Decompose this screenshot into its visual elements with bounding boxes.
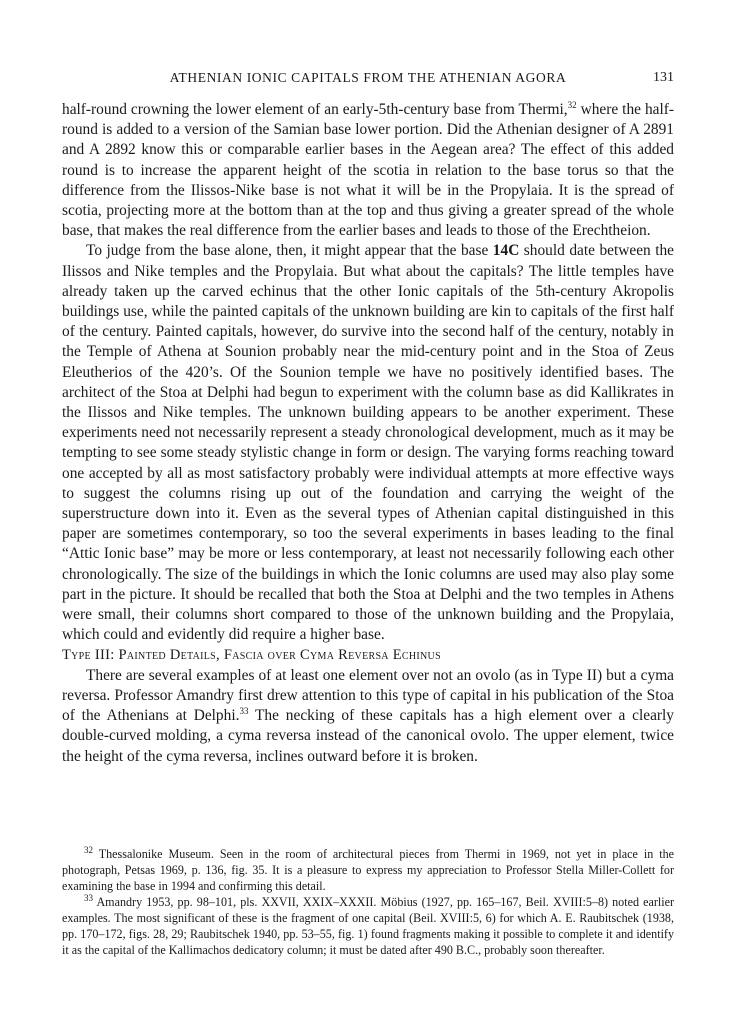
page-number: 131 [653,70,674,85]
footnote-32 [62,846,674,894]
paragraph-3-text-a: There are several examples of at least one element over not an ovolo (as in Type II) but a cyma reversa. Professor Amandry first drew attention to this type of capital in his publication of the Stoa of the Athenians at Delphi. [62,666,674,725]
section-title: Painted Details, Fascia over Cyma Reversa Echinus [118,647,441,664]
footnote-number: 32 [84,844,93,855]
paragraph-1 [62,100,674,241]
footnote-number: 33 [84,892,93,903]
section-type-label: Type III: [62,647,115,664]
running-head: ATHENIAN IONIC CAPITALS FROM THE ATHENIAN AGORA [169,70,567,85]
section-heading [62,645,674,665]
footnote-ref-33[interactable]: 33 [239,705,249,716]
footnote-ref-32[interactable]: 32 [567,99,577,110]
paragraph-2-text-b: should date between the Ilissos and Nike temples and the Propylaia. But what about the capitals? The little temples have already taken up the carved echinus that the other Ionic capitals of the 5th-century Akropolis buildings use, while the painted capitals of the unknown building are kin to capitals of the first half of the century. Painted capitals, however, do survive into the second half of the century, notably in the Temple of Athena at Sounion probably near the mid-century point and in the Stoa of Zeus Eleutherios of the 420’s. Of the Sounion temple we have no positively identified bases. The architect of the Stoa at Delphi had begun to experiment with the column base as did Kallikrates in the Ilissos and Nike temples. The unknown building appears to be another experiment. These experiments need not necessarily represent a steady chronological development, much as it may be tempting to see some steady stylistic change in form or design. The varying forms reaching toward one accepted by all as most satisfactory probably were individual attempts at more effective ways to suggest the columns rising up out of the foundation and carrying the weight of the superstructure down into it. Even as the several types of Athenian capital distinguished in this paper are sometimes contemporary, so too the several experiments in bases leading to the final “Attic Ionic base” may be more or less contemporary, at least not necessarily following each other chronologically. The size of the buildings in which the Ionic columns are used may also play some part in the picture. It should be recalled that both the Stoa at Delphi and the two temples in Athens were small, their columns short compared to those of the unknown building and the Propylaia, which could and evidently did require a higher base. [62,242,675,644]
footnote-text: Thessalonike Museum. Seen in the room of architectural pieces from Thermi in 1969, not yet in place in the photograph, Petsas 1969, p. 136, fig. 35. It is a pleasure to express my appreciation to Professor Stella Miller-Collett for examining the base in 1994 and confirming this detail. [62,847,674,893]
footnote-text: Amandry 1953, pp. 98–101, pls. XXVII, XXIX–XXXII. Möbius (1927, pp. 165–167, Beil. XVIII:5–8) noted earlier examples. The most significant of these is the fragment of one capital (Beil. XVIII:5, 6) for which A. E. Raubitschek (1938, pp. 170–172, figs. 28, 29; Raubitschek 1940, pp. 53–55, fig. 1) found fragments making it possible to complete it and identify it as the capital of the Kallimachos dedicatory column; it must be dated after 490 B.C., probably soon thereafter. [62,895,674,957]
paragraph-3-text-b: The necking of these capitals has a high element over a clearly double-curved molding, a cyma reversa instead of the canonical ovolo. The upper element, twice the height of the cyma reversa, inclines outward before it is broken. [62,707,674,765]
paragraph-3 [62,666,674,767]
base-label: 14C [492,242,520,260]
body-text [62,100,674,767]
page-header [62,70,674,90]
paragraph-2 [62,241,674,645]
paragraph-1-text-a: half-round crowning the lower element of an early-5th-century base from Thermi, [62,101,568,118]
paragraph-2-text-a: To judge from the base alone, then, it might appear that the base [86,242,493,260]
footnote-33 [62,894,674,958]
paragraph-1-text-b: where the half-round is added to a version of the Samian base lower portion. Did the Athenian designer of A 2891 and A 2892 know this or comparable earlier bases in the Aegean area? The effect of this added round is to increase the apparent height of the scotia in relation to the base torus so that the difference from the Ilissos-Nike base is not what it will be in the Propylaia. It is the spread of scotia, projecting more at the bottom than at the top and thus giving a greater spread of the whole base, that makes the real difference from the earlier bases and leads to those of the Erechtheion. [62,101,674,240]
footnotes [62,846,674,958]
